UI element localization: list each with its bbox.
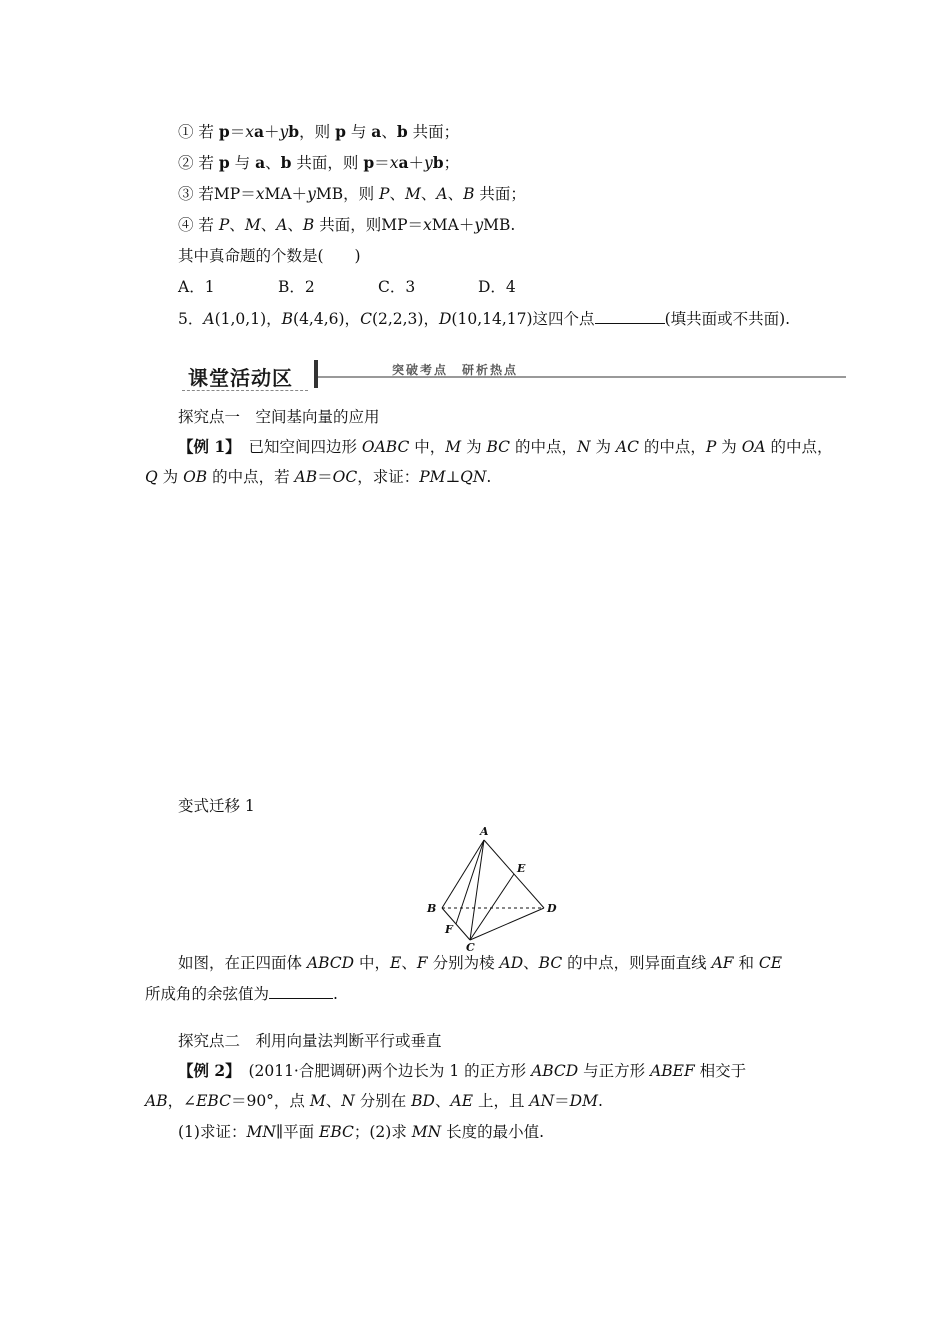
edge-ac	[470, 840, 484, 940]
statement-3: ③ 若MP＝xMA＋yMB，则 P、M、A、B 共面；	[178, 185, 526, 203]
section-banner	[178, 356, 848, 396]
banner-bar	[314, 360, 318, 388]
example-2-line1: 【例 2】 (2011·合肥调研)两个边长为 1 的正方形 ABCD 与正方形 ABEF 相交于	[178, 1061, 747, 1080]
variant-heading: 变式迁移 1	[178, 797, 255, 815]
statement-1: ① 若 p＝xa＋yb，则 p 与 a、b 共面；	[178, 122, 460, 141]
label-d: D	[547, 902, 557, 915]
label-f: F	[445, 923, 453, 936]
answer-blank	[595, 309, 665, 324]
option-b: B．2	[278, 278, 315, 296]
variant-line1: 如图，在正四面体 ABCD 中，E、F 分别为棱 AD、BC 的中点，则异面直线 AF 和 CE	[178, 954, 783, 972]
variant-line2: 所成角的余弦值为 .	[145, 985, 338, 1003]
banner-subtitle: 突破考点 研析热点	[392, 363, 519, 377]
tetrahedron-figure	[420, 822, 570, 954]
statement-4: ④ 若 P、M、A、B 共面，则MP＝xMA＋yMB.	[178, 216, 516, 234]
statement-2: ② 若 p 与 a、b 共面，则 p＝xa＋yb；	[178, 153, 460, 172]
option-c: C．3	[378, 278, 416, 296]
label-e: E	[517, 862, 526, 875]
example-2-tasks: (1)求证：MN∥平面 EBC；(2)求 MN 长度的最小值.	[178, 1123, 545, 1141]
segment-af	[456, 840, 484, 924]
answer-options	[178, 276, 516, 298]
label-b: B	[427, 902, 437, 915]
option-a: A．1	[178, 278, 215, 296]
option-d: D．4	[478, 278, 516, 296]
edge-ab	[442, 840, 484, 908]
example-2-line2: AB，∠EBC＝90°，点 M、N 分别在 BD、AE 上，且 AN＝DM.	[145, 1092, 603, 1110]
question-5: 5．A(1,0,1)，B(4,4,6)，C(2,2,3)，D(10,14,17)这四个点 (填共面或不共面).	[178, 310, 791, 328]
section2-heading: 探究点二 利用向量法判断平行或垂直	[178, 1032, 442, 1050]
section1-heading: 探究点一 空间基向量的应用	[178, 408, 380, 426]
example-1-line1: 【例 1】 已知空间四边形 OABC 中，M 为 BC 的中点，N 为 AC 的中点，P 为 OA 的中点，	[178, 437, 833, 456]
label-a: A	[480, 825, 489, 838]
example-1-line2: Q 为 OB 的中点，若 AB＝OC，求证：PM⊥QN.	[145, 468, 492, 486]
variant-answer-blank	[269, 984, 333, 999]
question-text: 其中真命题的个数是( )	[178, 247, 361, 265]
banner-underline	[182, 390, 308, 391]
label-c: C	[466, 941, 475, 954]
banner-title: 课堂活动区	[188, 366, 293, 390]
